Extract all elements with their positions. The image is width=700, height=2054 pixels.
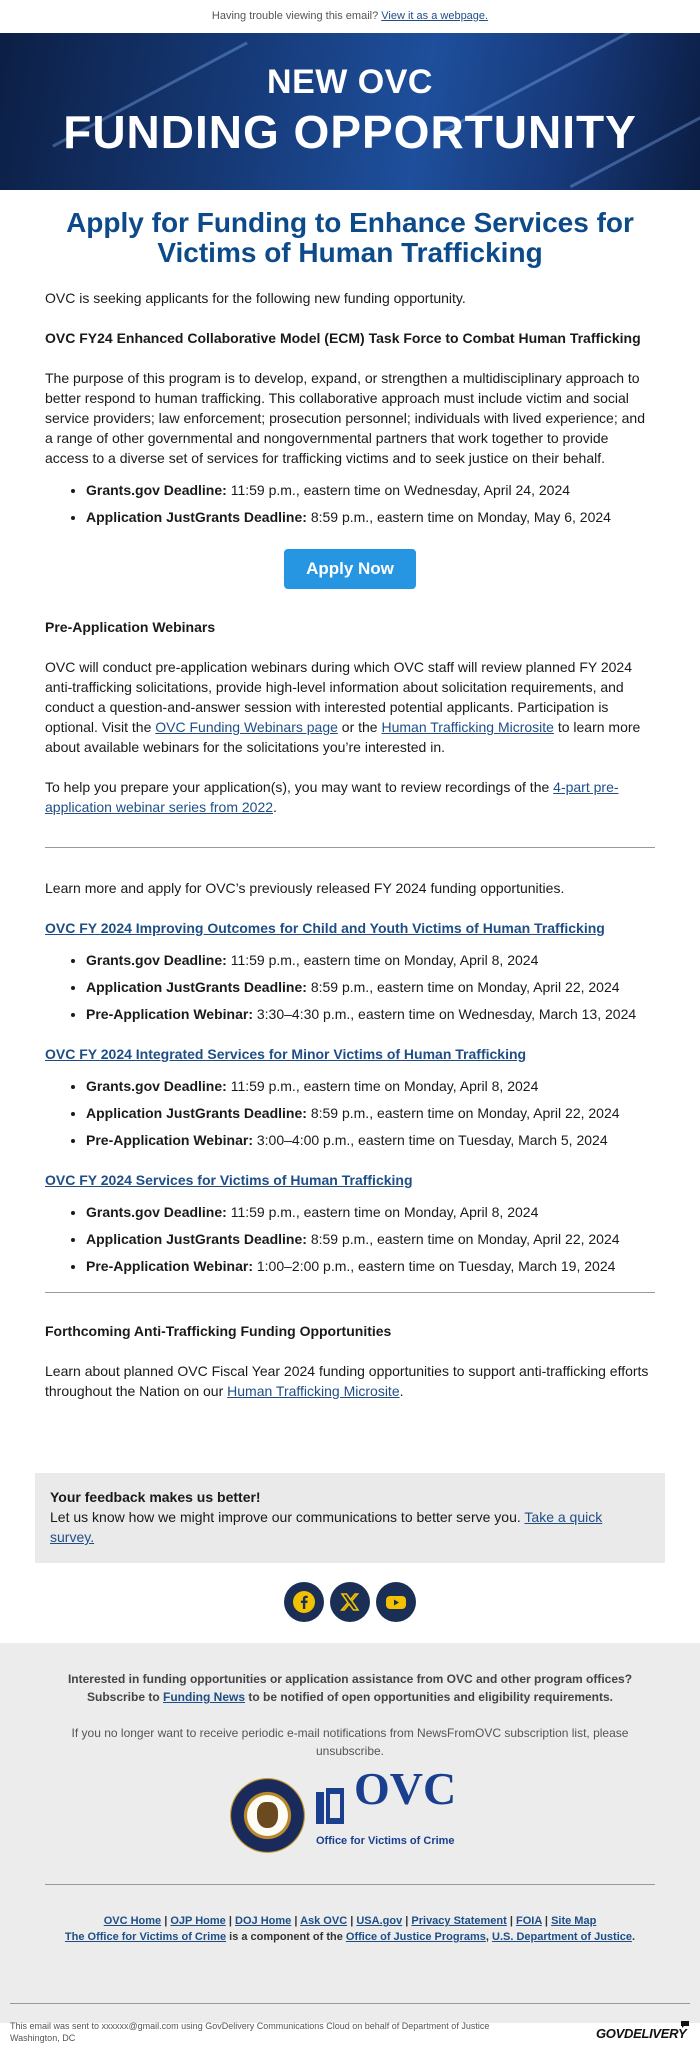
govdelivery-wordmark: GOVDELIVERY (596, 2026, 687, 2041)
list-item (86, 1130, 655, 1150)
preheader (0, 0, 700, 33)
govdelivery-logo[interactable] (596, 2026, 686, 2041)
footer-link-foia[interactable]: FOIA (515, 1915, 542, 1927)
apply-now-button[interactable]: Apply Now (284, 549, 416, 589)
list-item (86, 1256, 655, 1276)
opportunity-link-1[interactable]: OVC FY 2024 Improving Outcomes for Child and Youth Victims of Human Trafficking (45, 920, 605, 936)
logo-row (0, 1763, 700, 1858)
main-content (45, 190, 655, 1401)
text: to learn more about available webinars for the solicitations you’re interested in. (45, 719, 641, 755)
forthcoming-microsite-link[interactable]: Human Trafficking Microsite (227, 1383, 400, 1399)
text: . (273, 799, 277, 815)
text: Subscribe to (86, 1690, 163, 1704)
apply-wrap (45, 549, 655, 589)
list-item (86, 1229, 655, 1249)
webinars-heading: Pre-Application Webinars (45, 619, 216, 635)
footer-link-doj-home[interactable]: DOJ Home (235, 1915, 292, 1927)
banner-line-1: NEW OVC (267, 63, 433, 101)
item-label: Pre-Application Webinar: (86, 1006, 253, 1022)
footer-link-privacy[interactable]: Privacy Statement (411, 1915, 507, 1927)
deadline-label: Application JustGrants Deadline: (86, 509, 307, 525)
text: . (632, 1931, 636, 1943)
opportunity-list-2 (86, 1076, 655, 1150)
sent-location: Washington, DC (10, 2033, 76, 2043)
recordings-text (45, 777, 655, 817)
divider (45, 847, 655, 848)
item-label: Grants.gov Deadline: (86, 952, 227, 968)
text: to be notified of open opportunities and eligibility requirements. (245, 1690, 614, 1704)
speech-bubble-icon (680, 2020, 690, 2029)
sent-line: This email was sent to xxxxxx@gmail.com using GovDelivery Communications Cloud on behalf of Department of Justice (10, 2021, 490, 2031)
text: is a component of the (226, 1931, 346, 1943)
learn-more-text: Learn more and apply for OVC’s previously released FY 2024 funding opportunities. (45, 880, 565, 896)
list-item (86, 507, 655, 527)
ovc-mark-icon (316, 1788, 346, 1826)
forthcoming-heading: Forthcoming Anti-Trafficking Funding Opportunities (45, 1323, 392, 1339)
ovc-logo-word: OVC (354, 1763, 457, 1814)
item-label: Pre-Application Webinar: (86, 1132, 253, 1148)
list-item (86, 1103, 655, 1123)
footer-link-ojp-home[interactable]: OJP Home (170, 1915, 226, 1927)
program-purpose: The purpose of this program is to develop, expand, or strengthen a multidisciplinary approach to better respond to human trafficking. This collaborative approach must include victim and social service providers; law enforcement; prosecution personnel; individuals with lived experience; and a range of other governmental and nongovernmental partners that work together to provide access to a diverse set of services for trafficking victims and to seek justice on their behalf. (45, 370, 645, 466)
unsubscribe-text[interactable]: If you no longer want to receive periodic e-mail notifications from NewsFromOVC subscription list, please unsubscribe. (71, 1726, 629, 1758)
program-title: OVC FY24 Enhanced Collaborative Model (ECM) Task Force to Combat Human Trafficking (45, 330, 641, 346)
preheader-text: Having trouble viewing this email? (211, 10, 379, 22)
item-value: 8:59 p.m., eastern time on Monday, April 22, 2024 (306, 979, 620, 995)
sent-notice (10, 2020, 690, 2044)
social-bar (0, 1582, 700, 1622)
ovc-logo (316, 1763, 466, 1848)
item-label: Application JustGrants Deadline: (86, 1231, 307, 1247)
youtube-icon[interactable] (376, 1582, 416, 1622)
item-value: 11:59 p.m., eastern time on Monday, April 8, 2024 (226, 1204, 539, 1220)
opportunity-list-1 (86, 950, 655, 1024)
item-value: 11:59 p.m., eastern time on Monday, April 8, 2024 (226, 952, 539, 968)
deadline-value: 8:59 p.m., eastern time on Monday, May 6, 2024 (306, 509, 611, 525)
item-label: Pre-Application Webinar: (86, 1258, 253, 1274)
text: OVC will conduct pre-application webinars during which OVC staff will review planned FY 2024 anti-trafficking solicitations, provide high-level information about solicitation requirements, and conduct a question-and-answer session with interested potential applicants. Participation is optional. Visit the (45, 659, 632, 735)
footer-links: OVC Home | OJP Home | DOJ Home | Ask OVC | USA.gov | Privacy Statement | FOIA | Site Map The Office for Victims of Crime is a component of the Office of Justice Programs, U.S. Department of Justice. (64, 1915, 636, 1943)
ojp-link[interactable]: Office of Justice Programs (345, 1931, 486, 1943)
funding-webinars-link[interactable]: OVC Funding Webinars page (155, 719, 338, 735)
deadline-label: Grants.gov Deadline: (86, 482, 227, 498)
item-value: 3:00–4:00 p.m., eastern time on Tuesday, March 5, 2024 (252, 1132, 608, 1148)
list-item (86, 480, 655, 500)
item-label: Grants.gov Deadline: (86, 1078, 227, 1094)
trafficking-microsite-link[interactable]: Human Trafficking Microsite (381, 719, 554, 735)
text: To help you prepare your application(s), you may want to review recordings of the (45, 779, 554, 795)
ovc-logo-tagline: Office for Victims of Crime (316, 1835, 455, 1847)
forthcoming-text (45, 1361, 655, 1401)
feedback-text: Let us know how we might improve our communications to better serve you. (50, 1509, 525, 1525)
item-label: Application JustGrants Deadline: (86, 1105, 307, 1121)
webinars-text (45, 657, 655, 757)
footer-divider (45, 1884, 655, 1885)
text: . (399, 1383, 404, 1399)
opportunity-link-2[interactable]: OVC FY 2024 Integrated Services for Minor Victims of Human Trafficking (45, 1046, 527, 1062)
intro-text: OVC is seeking applicants for the following new funding opportunity. (45, 290, 466, 306)
survey-link[interactable]: Take a quick survey. (50, 1509, 603, 1545)
hero-banner (0, 33, 700, 190)
item-value: 8:59 p.m., eastern time on Monday, April 22, 2024 (306, 1231, 620, 1247)
page-title: Apply for Funding to Enhance Services for Victims of Human Trafficking (66, 207, 634, 268)
text: , (485, 1931, 493, 1943)
item-label: Application JustGrants Deadline: (86, 979, 307, 995)
footer-link-ask-ovc[interactable]: Ask OVC (300, 1915, 348, 1927)
text: or the (337, 719, 382, 735)
footer (0, 1643, 700, 2023)
list-item (86, 1076, 655, 1096)
view-webpage-link[interactable]: View it as a webpage. (381, 10, 489, 22)
opportunity-list-3 (86, 1202, 655, 1276)
text: Learn about planned OVC Fiscal Year 2024 funding opportunities to support anti-trafficking efforts throughout the Nation on our (45, 1363, 649, 1399)
banner-line-2: FUNDING OPPORTUNITY (63, 106, 637, 158)
item-value: 11:59 p.m., eastern time on Monday, April 8, 2024 (226, 1078, 539, 1094)
webinar-series-link[interactable]: 4-part pre-application webinar series from 2022 (45, 779, 619, 815)
deadline-list (86, 480, 655, 527)
x-icon[interactable] (330, 1582, 370, 1622)
footer-link-usa-gov[interactable]: USA.gov (356, 1915, 403, 1927)
text: Interested in funding opportunities or application assistance from OVC and other program offices? (67, 1672, 633, 1686)
item-value: 8:59 p.m., eastern time on Monday, April 22, 2024 (306, 1105, 620, 1121)
item-value: 3:30–4:30 p.m., eastern time on Wednesday, March 13, 2024 (252, 1006, 637, 1022)
deadline-value: 11:59 p.m., eastern time on Wednesday, April 24, 2024 (226, 482, 571, 498)
divider (45, 1292, 655, 1293)
feedback-heading: Your feedback makes us better! (50, 1489, 261, 1505)
footer-link-site-map[interactable]: Site Map (551, 1915, 597, 1927)
item-label: Grants.gov Deadline: (86, 1204, 227, 1220)
feedback-box (35, 1473, 665, 1563)
opportunity-link-3[interactable]: OVC FY 2024 Services for Victims of Human Trafficking (45, 1172, 413, 1188)
ovc-component-link[interactable]: The Office for Victims of Crime (64, 1931, 227, 1943)
footer-interest (0, 1670, 700, 1706)
facebook-icon[interactable] (284, 1582, 324, 1622)
item-value: 1:00–2:00 p.m., eastern time on Tuesday, March 19, 2024 (252, 1258, 616, 1274)
list-item (86, 950, 655, 970)
list-item (86, 1202, 655, 1222)
eagle-icon (257, 1802, 278, 1828)
footer-link-ovc-home[interactable]: OVC Home (103, 1915, 162, 1927)
doj-link[interactable]: U.S. Department of Justice (492, 1931, 632, 1943)
bottom-divider (10, 2003, 690, 2004)
list-item (86, 977, 655, 997)
funding-news-link[interactable]: Funding News (163, 1690, 245, 1704)
list-item (86, 1004, 655, 1024)
doj-seal-icon (230, 1778, 305, 1853)
